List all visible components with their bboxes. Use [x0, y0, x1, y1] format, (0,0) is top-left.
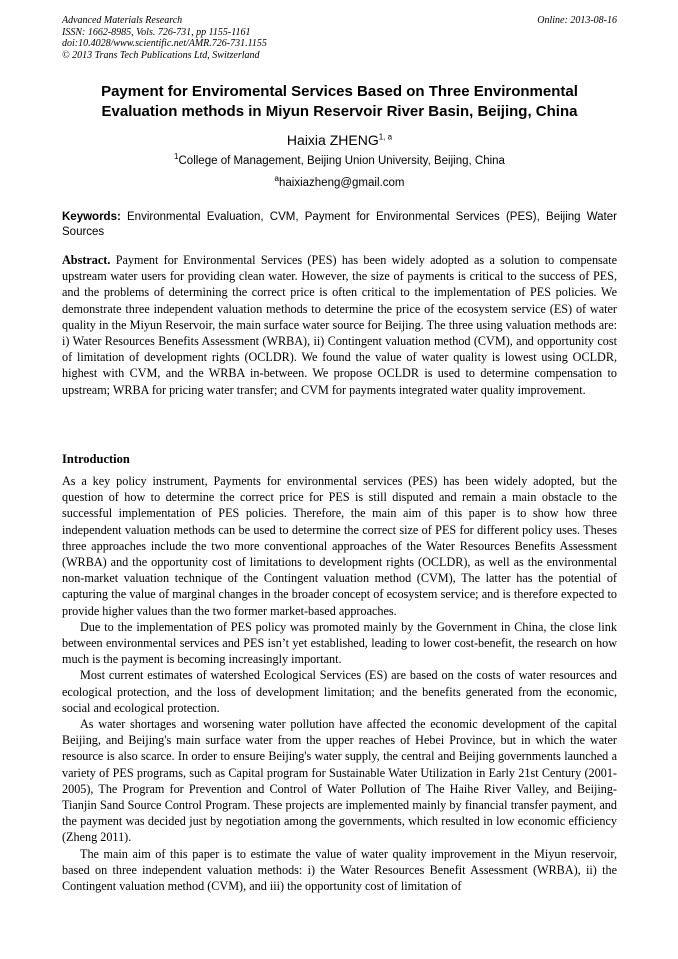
introduction-body	[62, 473, 617, 894]
keywords-text: Environmental Evaluation, CVM, Payment for Environmental Services (PES), Beijing Water Sources	[62, 211, 617, 238]
intro-paragraph-4: As water shortages and worsening water pollution have affected the economic development of the capital Beijing, and Beijing's main surface water from the upper reaches of Hebei Province, but in which the water resource is also scarce. In order to ensure Beijing's water supply, the central and Beijing governments launched a variety of PES programs, such as Capital program for Sustainable Water Utilization in Early 21st Century (2001-2005), The Program for Prevention and Control of Water Pollution of The Haihe River Valley, and Beijing-Tianjin Sand Source Control Program. These projects are implemented mainly by financial transfer payment, and the payment was decided just by negotiation among the governments, which resulted in low economic efficiency (Zheng 2011).	[62, 717, 617, 845]
keywords-block	[62, 210, 617, 239]
author-line	[62, 131, 617, 149]
doi-line: doi:10.4028/www.scientific.net/AMR.726-731.1155	[62, 38, 267, 49]
intro-paragraph-2: Due to the implementation of PES policy was promoted mainly by the Government in China, the close link between environmental services and PES isn’t yet established, leading to lower cost-benefit, the research on how much is the payment is becoming increasingly important.	[62, 619, 617, 667]
online-date: Online: 2013-08-16	[537, 15, 617, 26]
paper-title	[62, 82, 617, 122]
intro-paragraph-5: The main aim of this paper is to estimate the value of water quality improvement in the Miyun reservoir, based on three independent valuation methods: i) the Water Resources Benefit Assessment (WRBA), ii) the Contingent valuation method (CVM), and iii) the opportunity cost of limitation of	[62, 846, 617, 894]
journal-header	[62, 15, 617, 61]
affiliation-sup: 1	[174, 152, 179, 162]
email-sup: a	[274, 174, 279, 184]
introduction-heading: Introduction	[62, 452, 130, 466]
email-address[interactable]: haixiazheng@gmail.com	[278, 177, 405, 189]
affiliation-text: College of Management, Beijing Union University, Beijing, China	[178, 155, 505, 167]
abstract-text: Payment for Environmental Services (PES) has been widely adopted as a solution to compensate upstream water users for providing clean water. However, the size of payments is critical to the success of PES, and the problems of determining the correct price is often critical to the implementation of PES policies. We demonstrate three independent valuation methods to determine the price of the ecosystem service (ES) of water quality in the Miyun Reservoir, the main surface water source for Beijing. The three using valuation methods are: i) Water Resources Benefits Assessment (WRBA), ii) Contingent valuation method (CVM), and opportunity cost of limitation of development rights (OCLDR). We found the value of water quality is lowest using OCLDR, highest with CVM, and the WRBA in-between. We propose OCLDR is used to determine compensation to upstream; WRBA for pricing water transfer; and CVM for payments integrated water quality improvement.	[62, 253, 618, 397]
author-sup: 1, a	[378, 132, 393, 142]
title-line-2: Evaluation methods in Miyun Reservoir River Basin, Beijing, China	[101, 103, 578, 120]
title-line-1: Payment for Enviromental Services Based on Three Environmental	[101, 83, 578, 100]
copyright-line: © 2013 Trans Tech Publications Ltd, Switzerland	[62, 49, 260, 61]
journal-name: Advanced Materials Research	[62, 15, 183, 26]
abstract-block	[62, 252, 617, 398]
email-line	[62, 176, 617, 191]
intro-paragraph-1: As a key policy instrument, Payments for environmental services (PES) has been widely adopted, but the question of how to determine the correct price for PES is still disputed and remain a main obstacle to the successful implementation of PES policies. Therefore, the main aim of this paper is to show how three independent valuation methods can be used to determine the correct size of PES for different policy uses. Theses three approaches include the two more conventional approaches of the Water Resources Benefits Assessment (WRBA) and the opportunity cost of limitations to development rights (OCLDR), as well as the environmental non-market valuation technique of the Contingent valuation method (CVM), The latter has the potential of capturing the value of marginal changes in the broader concept of ecosystem service; and is therefore expected to provide higher values than the two former market-based approaches.	[62, 474, 617, 618]
author-name: Haixia ZHENG	[286, 132, 379, 148]
keywords-label: Keywords:	[62, 211, 121, 223]
abstract-label: Abstract.	[62, 253, 111, 267]
affiliation-line	[62, 154, 617, 169]
issn-line: ISSN: 1662-8985, Vols. 726-731, pp 1155-1161	[62, 26, 251, 38]
intro-paragraph-3: Most current estimates of watershed Ecological Services (ES) are based on the costs of water resources and ecological protection, and the loss of development limitation; and the benefits generated from the economic, social and ecological protection.	[62, 668, 617, 715]
